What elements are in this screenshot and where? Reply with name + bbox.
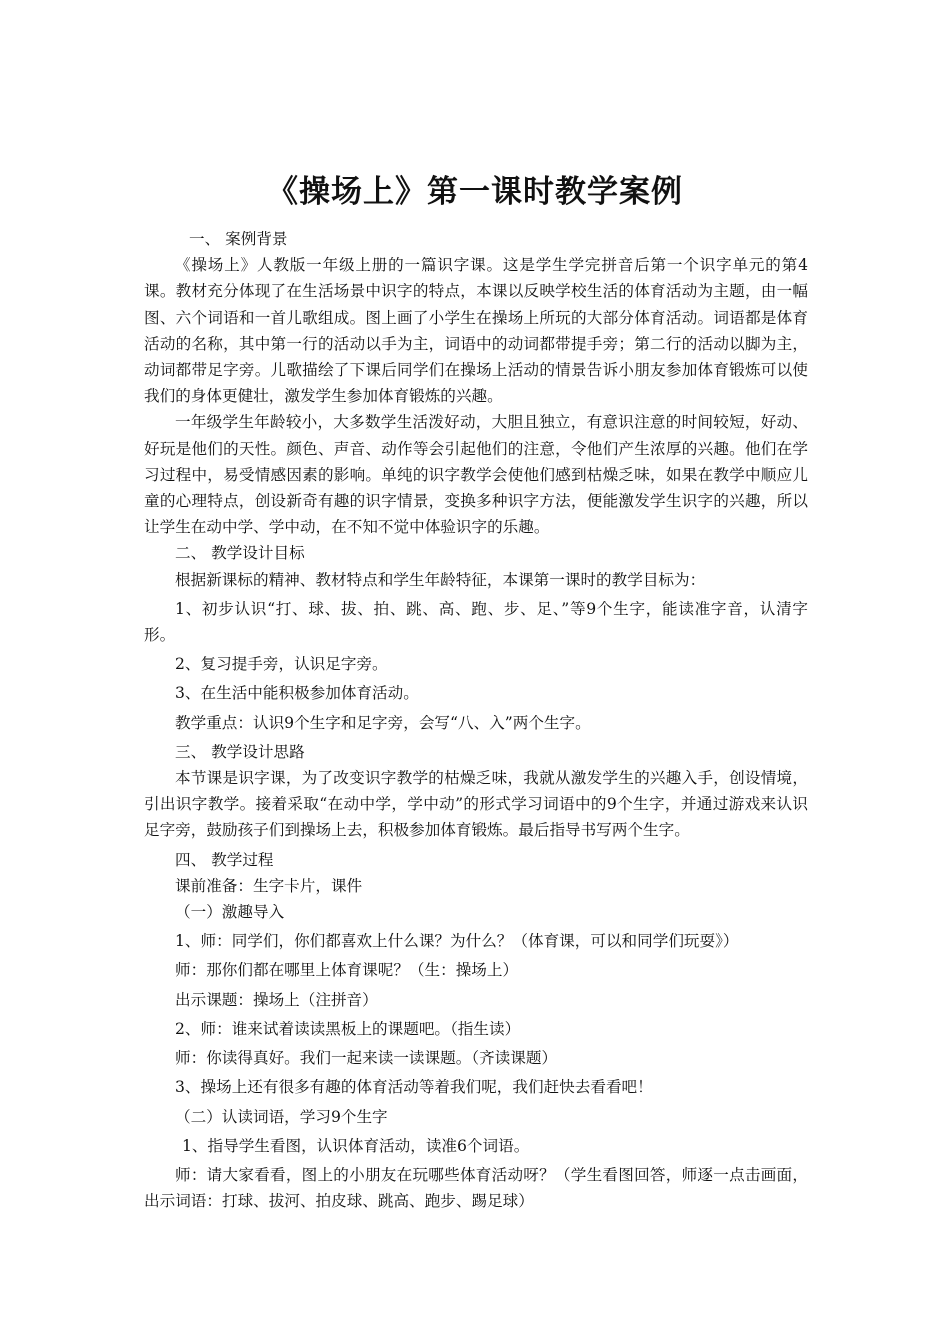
paragraph-p2: 师：那你们都在哪里上体育课呢？（生：操场上） bbox=[175, 961, 519, 980]
paragraph-s1: （一）激趣导入 bbox=[175, 903, 285, 922]
paragraph-p1: 1、师：同学们，你们都喜欢上什么课？为什么？（体育课，可以和同学们玩耍》） bbox=[175, 932, 739, 951]
paragraph-h3: 三、 教学设计思路 bbox=[175, 742, 305, 761]
paragraph-h1: 一、 案例背景 bbox=[189, 230, 288, 248]
paragraph-g3: 3、在生活中能积极参加体育活动。 bbox=[175, 684, 419, 703]
paragraph-p8: 师：请大家看看，图上的小朋友在玩哪些体育活动呀？（学生看图回答，师逐一点击画面，出示词语：打球、拔河、拍皮球、跳高、跑步、踢足球） bbox=[144, 1165, 808, 1211]
paragraph-g4: 教学重点：认识9个生字和足字旁，会写“八、入”两个生字。 bbox=[175, 713, 591, 732]
paragraph-p6: 3、操场上还有很多有趣的体育活动等着我们呢，我们赶快去看看吧！ bbox=[175, 1078, 653, 1097]
paragraph-p5: 师：你读得真好。我们一起来读一读课题。（齐读课题） bbox=[175, 1049, 558, 1068]
paragraph-g1: 1、初步认识“打、球、拔、拍、跳、高、跑、步、足、”等9个生字，能读准字音，认清字形。 bbox=[144, 599, 808, 645]
paragraph-h2: 二、 教学设计目标 bbox=[175, 544, 305, 563]
paragraph-bg1: 《操场上》人教版一年级上册的一篇识字课。这是学生学完拼音后第一个识字单元的第4课。教材充分体现了在生活场景中识字的特点，本课以反映学校生活的体育活动为主题，由一幅图、六个词语和一首儿歌组成。图上画了小学生在操场上所玩的大部分体育活动。词语都是体育活动的名称，其中第一行的活动以手为主，词语中的动词都带提手旁；第二行的活动以脚为主，动词都带足字旁。儿歌描绘了下课后同学们在操场上活动的情景告诉小朋友参加体育锻炼可以使我们的身体更健壮，激发学生参加体育锻炼的兴趣。 bbox=[144, 256, 808, 406]
paragraph-g0: 根据新课标的精神、教材特点和学生年龄特征，本课第一课时的教学目标为： bbox=[175, 570, 706, 589]
paragraph-h4: 四、 教学过程 bbox=[175, 850, 274, 869]
document-body bbox=[144, 226, 808, 1214]
paragraph-p4: 2、师：谁来试着读读黑板上的课题吧。（指生读） bbox=[175, 1019, 521, 1038]
paragraph-p3: 出示课题：操场上（注拼音） bbox=[175, 990, 378, 1009]
paragraph-s2: （二）认读词语，学习9个生字 bbox=[175, 1107, 388, 1126]
paragraph-p7: 1、指导学生看图，认识体育活动，读准6个词语。 bbox=[182, 1136, 530, 1155]
paragraph-g2: 2、复习提手旁，认识足字旁。 bbox=[175, 655, 388, 674]
paragraph-p0: 课前准备：生字卡片，课件 bbox=[175, 876, 363, 895]
paragraph-bg2: 一年级学生年龄较小，大多数学生活泼好动，大胆且独立，有意识注意的时间较短，好动、好玩是他们的天性。颜色、声音、动作等会引起他们的注意，令他们产生浓厚的兴趣。他们在学习过程中，易受情感因素的影响。单纯的识字教学会使他们感到枯燥乏味，如果在教学中顺应儿童的心理特点，创设新奇有趣的识字情景，变换多种识字方法，便能激发学生识字的兴趣，所以让学生在动中学、学中动，在不知不觉中体验识字的乐趣。 bbox=[144, 413, 808, 537]
paragraph-t1: 本节课是识字课，为了改变识字教学的枯燥乏味，我就从激发学生的兴趣入手，创设情境，引出识字教学。接着采取“在动中学，学中动”的形式学习词语中的9个生字，并通过游戏来认识足字旁，鼓励孩子们到操场上去，积极参加体育锻炼。最后指导书写两个生字。 bbox=[144, 769, 808, 840]
page-title: 《操场上》第一课时教学案例 bbox=[267, 174, 683, 210]
